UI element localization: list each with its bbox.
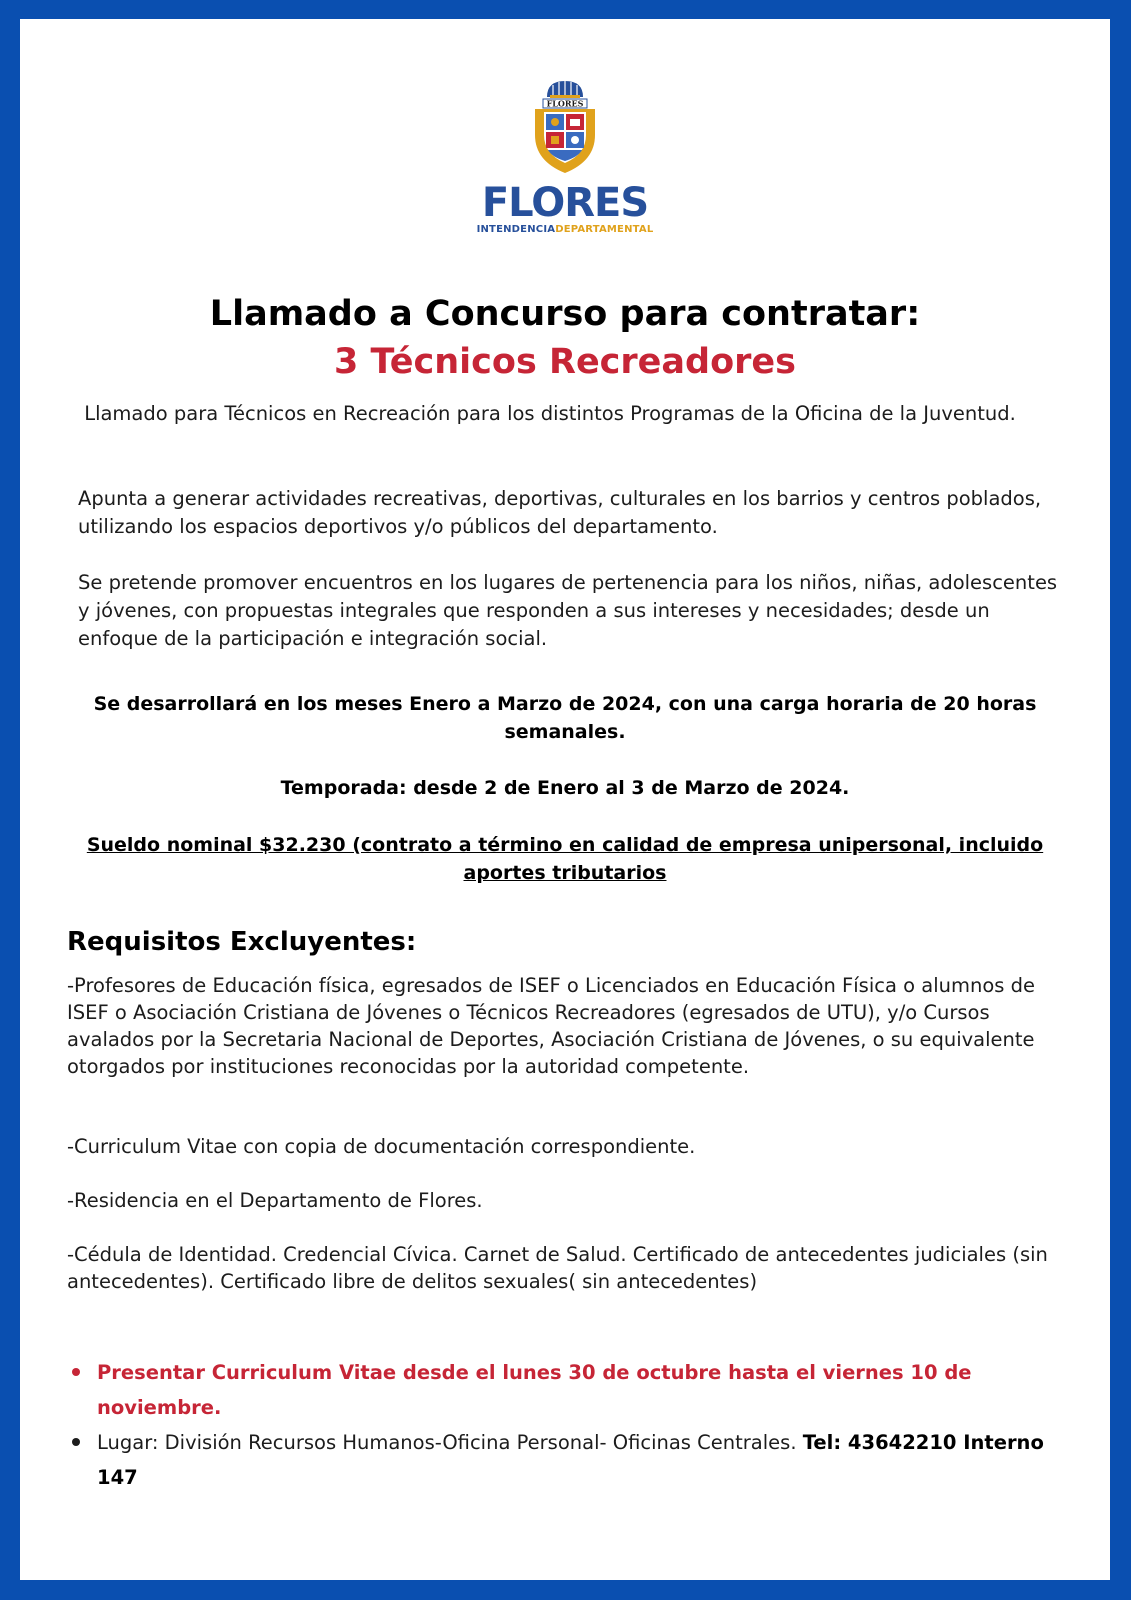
logo-sub-right: DEPARTAMENTAL (555, 224, 654, 235)
requirement-item: -Residencia en el Departamento de Flores. (67, 1189, 483, 1212)
svg-text:FLORES: FLORES (546, 98, 584, 109)
place-text: Lugar: División Recursos Humanos-Oficina Personal- Oficinas Centrales. (97, 1431, 803, 1454)
salary-text: Sueldo nominal $32.230 (contrato a término en calidad de empresa unipersonal, incluido aportes tributarios (86, 834, 1044, 884)
requirement-item: -Cédula de Identidad. Credencial Cívica. Carnet de Salud. Certificado de antecedentes judiciales (sin antecedentes). Certificado libre de delitos sexuales( sin antecedentes) (67, 1243, 1048, 1293)
page-subtitle: 3 Técnicos Recreadores (334, 342, 796, 382)
deadline-item (67, 1355, 1077, 1425)
page-title: Llamado a Concurso para contratar: (209, 294, 921, 334)
submission-info-list (67, 1355, 1077, 1495)
place-item (67, 1425, 1077, 1495)
phone-text: Tel: 43642210 Interno 147 (97, 1431, 1044, 1489)
intro-paragraph-1: Llamado para Técnicos en Recreación para los distintos Programas de la Oficina de la Juventud. (78, 402, 1016, 425)
schedule-text: Se desarrollará en los meses Enero a Marzo de 2024, con una carga horaria de 20 horas semanales. (93, 693, 1037, 743)
requirement-item: -Curriculum Vitae con copia de documentación correspondiente. (67, 1135, 696, 1158)
bullet-dot-icon (72, 1438, 80, 1446)
intendencia-logo (20, 77, 1110, 235)
flyer-page (20, 19, 1110, 1580)
logo-sub-left: INTENDENCIA (476, 224, 556, 235)
season-text: Temporada: desde 2 de Enero al 3 de Marzo de 2024. (280, 777, 850, 799)
logo-wordmark: FLORES (481, 180, 649, 226)
bullet-dot-icon (72, 1368, 80, 1376)
flores-coat-of-arms-icon (530, 77, 600, 177)
deadline-text: Presentar Curriculum Vitae desde el lunes 30 de octubre hasta el viernes 10 de noviembre. (97, 1361, 972, 1419)
intro-paragraph-2: Apunta a generar actividades recreativas, deportivas, culturales en los barrios y centros poblados, utilizando los espacios deportivos y/o públicos del departamento. (78, 487, 1042, 538)
requirements-title: Requisitos Excluyentes: (67, 927, 417, 957)
intro-paragraph-3: Se pretende promover encuentros en los lugares de pertenencia para los niños, niñas, adolescentes y jóvenes, con propuestas integrales que responden a sus intereses y necesidades; desde un enfoque de la participación e integración social. (78, 571, 1058, 650)
logo-subtitle (477, 224, 654, 235)
requirement-item: -Profesores de Educación física, egresados de ISEF o Licenciados en Educación Física o alumnos de ISEF o Asociación Cristiana de Jóvenes o Técnicos Recreadores (egresados de UTU), y/o Cursos avalados por la Secretaria Nacional de Deportes, Asociación Cristiana de Jóvenes, o su equivalente otorgados por instituciones reconocidas por la autoridad competente. (67, 974, 1036, 1078)
